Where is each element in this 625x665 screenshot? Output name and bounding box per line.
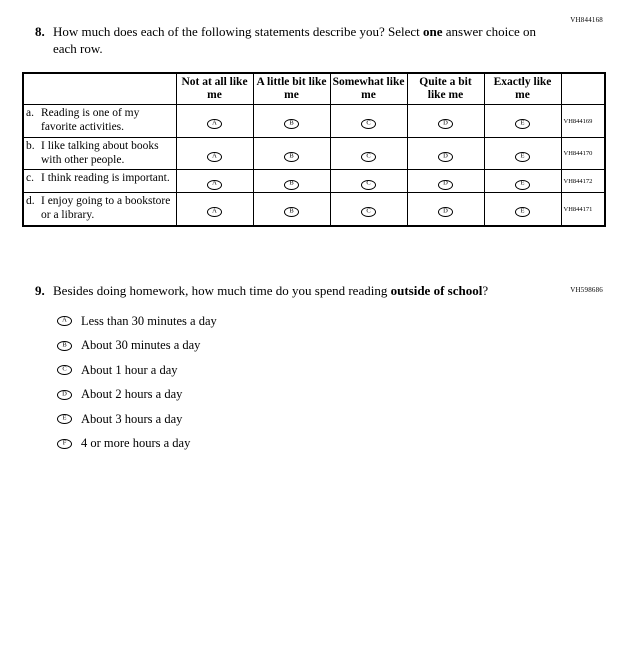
option-label: About 2 hours a day [81,387,183,402]
oval-letter: A [62,316,67,324]
oval-letter: B [289,207,294,215]
col-header-somewhat: Somewhat like me [330,73,407,105]
answer-oval[interactable] [57,316,72,326]
q8-prompt-after: answer choice on each row. [53,24,537,56]
q9-prompt-before: Besides doing homework, how much time do you spend reading [53,283,388,298]
row-c-cell-2 [253,170,330,193]
question-8-text [53,24,538,58]
statement-a [23,105,176,138]
option-label: 4 or more hours a day [81,436,191,451]
item-code-q9: VH598686 [570,286,603,294]
row-b-cell-1 [176,137,253,170]
question-8-number: 8. [35,24,45,39]
row-d-letter: d. [26,195,35,208]
oval-letter: E [520,152,525,160]
row-c-cell-1 [176,170,253,193]
option-label: Less than 30 minutes a day [81,313,217,328]
row-a-text: Reading is one of my favorite activities. [41,107,140,134]
answer-oval[interactable] [207,119,222,129]
oval-letter: D [443,119,448,127]
oval-letter: B [289,179,294,187]
answer-oval[interactable] [57,439,72,449]
answer-oval[interactable] [207,152,222,162]
answer-oval[interactable] [284,152,299,162]
q9-option-3-hours [57,412,625,427]
oval-letter: C [366,119,371,127]
answer-oval[interactable] [515,152,530,162]
answer-oval[interactable] [361,152,376,162]
oval-letter: C [366,152,371,160]
oval-letter: E [520,207,525,215]
option-label: About 3 hours a day [81,411,183,426]
q8-prompt-bold: one [423,24,443,39]
q9-prompt-bold: outside of school [390,283,483,298]
row-d-cell-2 [253,193,330,226]
row-c-code: VH844172 [561,170,605,193]
oval-letter: D [443,152,448,160]
row-d-cell-1 [176,193,253,226]
table-row-d [23,193,605,226]
col-header-a-little-bit: A little bit like me [253,73,330,105]
answer-oval[interactable] [284,207,299,217]
row-b-cell-4 [407,137,484,170]
answer-oval[interactable] [284,180,299,190]
answer-oval[interactable] [207,180,222,190]
row-a-cell-3 [330,105,407,138]
answer-oval[interactable] [361,119,376,129]
oval-letter: C [366,207,371,215]
row-c-cell-4 [407,170,484,193]
oval-letter: E [520,179,525,187]
oval-letter: D [443,179,448,187]
row-a-letter: a. [26,107,34,120]
answer-oval[interactable] [57,365,72,375]
row-d-cell-5 [484,193,561,226]
answer-oval[interactable] [361,207,376,217]
row-b-code: VH844170 [561,137,605,170]
question-9-number: 9. [35,283,45,298]
row-a-cell-1 [176,105,253,138]
question-8 [35,0,590,58]
oval-letter: D [443,207,448,215]
col-header-quite-a-bit: Quite a bit like me [407,73,484,105]
question-9-text [53,283,488,300]
table-row-b [23,137,605,170]
answer-oval[interactable] [57,341,72,351]
option-label: About 1 hour a day [81,362,178,377]
answer-oval[interactable] [515,119,530,129]
row-b-cell-3 [330,137,407,170]
answer-oval[interactable] [284,119,299,129]
q8-matrix-table [22,72,606,227]
q9-options-list [57,314,625,452]
oval-letter: B [289,119,294,127]
row-b-cell-5 [484,137,561,170]
oval-letter: F [62,439,67,447]
row-a-code: VH844169 [561,105,605,138]
answer-oval[interactable] [438,152,453,162]
col-header-not-at-all: Not at all like me [176,73,253,105]
row-d-text: I enjoy going to a bookstore or a library. [41,195,171,222]
row-c-cell-5 [484,170,561,193]
row-c-cell-3 [330,170,407,193]
answer-oval[interactable] [515,207,530,217]
row-b-text: I like talking about books with other people. [41,139,159,166]
row-c-text: I think reading is important. [41,172,170,185]
oval-letter: C [366,179,371,187]
answer-oval[interactable] [57,414,72,424]
answer-oval[interactable] [438,119,453,129]
oval-letter: A [212,179,217,187]
oval-letter: E [62,414,67,422]
oval-letter: B [289,152,294,160]
question-9 [35,283,590,300]
row-d-cell-4 [407,193,484,226]
table-row-c [23,170,605,193]
statement-c [23,170,176,193]
header-blank-code [561,73,605,105]
q9-option-about-30 [57,338,625,353]
item-code-q8: VH844168 [570,16,603,24]
row-d-code: VH844171 [561,193,605,226]
row-d-cell-3 [330,193,407,226]
col-header-exactly: Exactly like me [484,73,561,105]
answer-oval[interactable] [361,180,376,190]
answer-oval[interactable] [207,207,222,217]
row-c-letter: c. [26,172,34,185]
header-blank-statement [23,73,176,105]
row-b-letter: b. [26,139,35,152]
q8-header-row [23,73,605,105]
table-row-a [23,105,605,138]
row-b-cell-2 [253,137,330,170]
oval-letter: E [520,119,525,127]
q9-option-1-hour [57,363,625,378]
oval-letter: D [62,390,67,398]
row-a-cell-2 [253,105,330,138]
answer-oval[interactable] [515,180,530,190]
statement-b [23,137,176,170]
q8-prompt-before: How much does each of the following statements describe you? Select [53,24,420,39]
oval-letter: B [62,341,67,349]
q9-option-4-or-more [57,436,625,451]
answer-oval[interactable] [438,207,453,217]
statement-d [23,193,176,226]
answer-oval[interactable] [438,180,453,190]
oval-letter: A [212,207,217,215]
q9-option-2-hours [57,387,625,402]
q9-option-less-than-30 [57,314,625,329]
row-a-cell-4 [407,105,484,138]
oval-letter: C [62,365,67,373]
q9-prompt-after: ? [482,283,489,298]
answer-oval[interactable] [57,390,72,400]
row-a-cell-5 [484,105,561,138]
oval-letter: A [212,152,217,160]
oval-letter: A [212,119,217,127]
option-label: About 30 minutes a day [81,338,201,353]
